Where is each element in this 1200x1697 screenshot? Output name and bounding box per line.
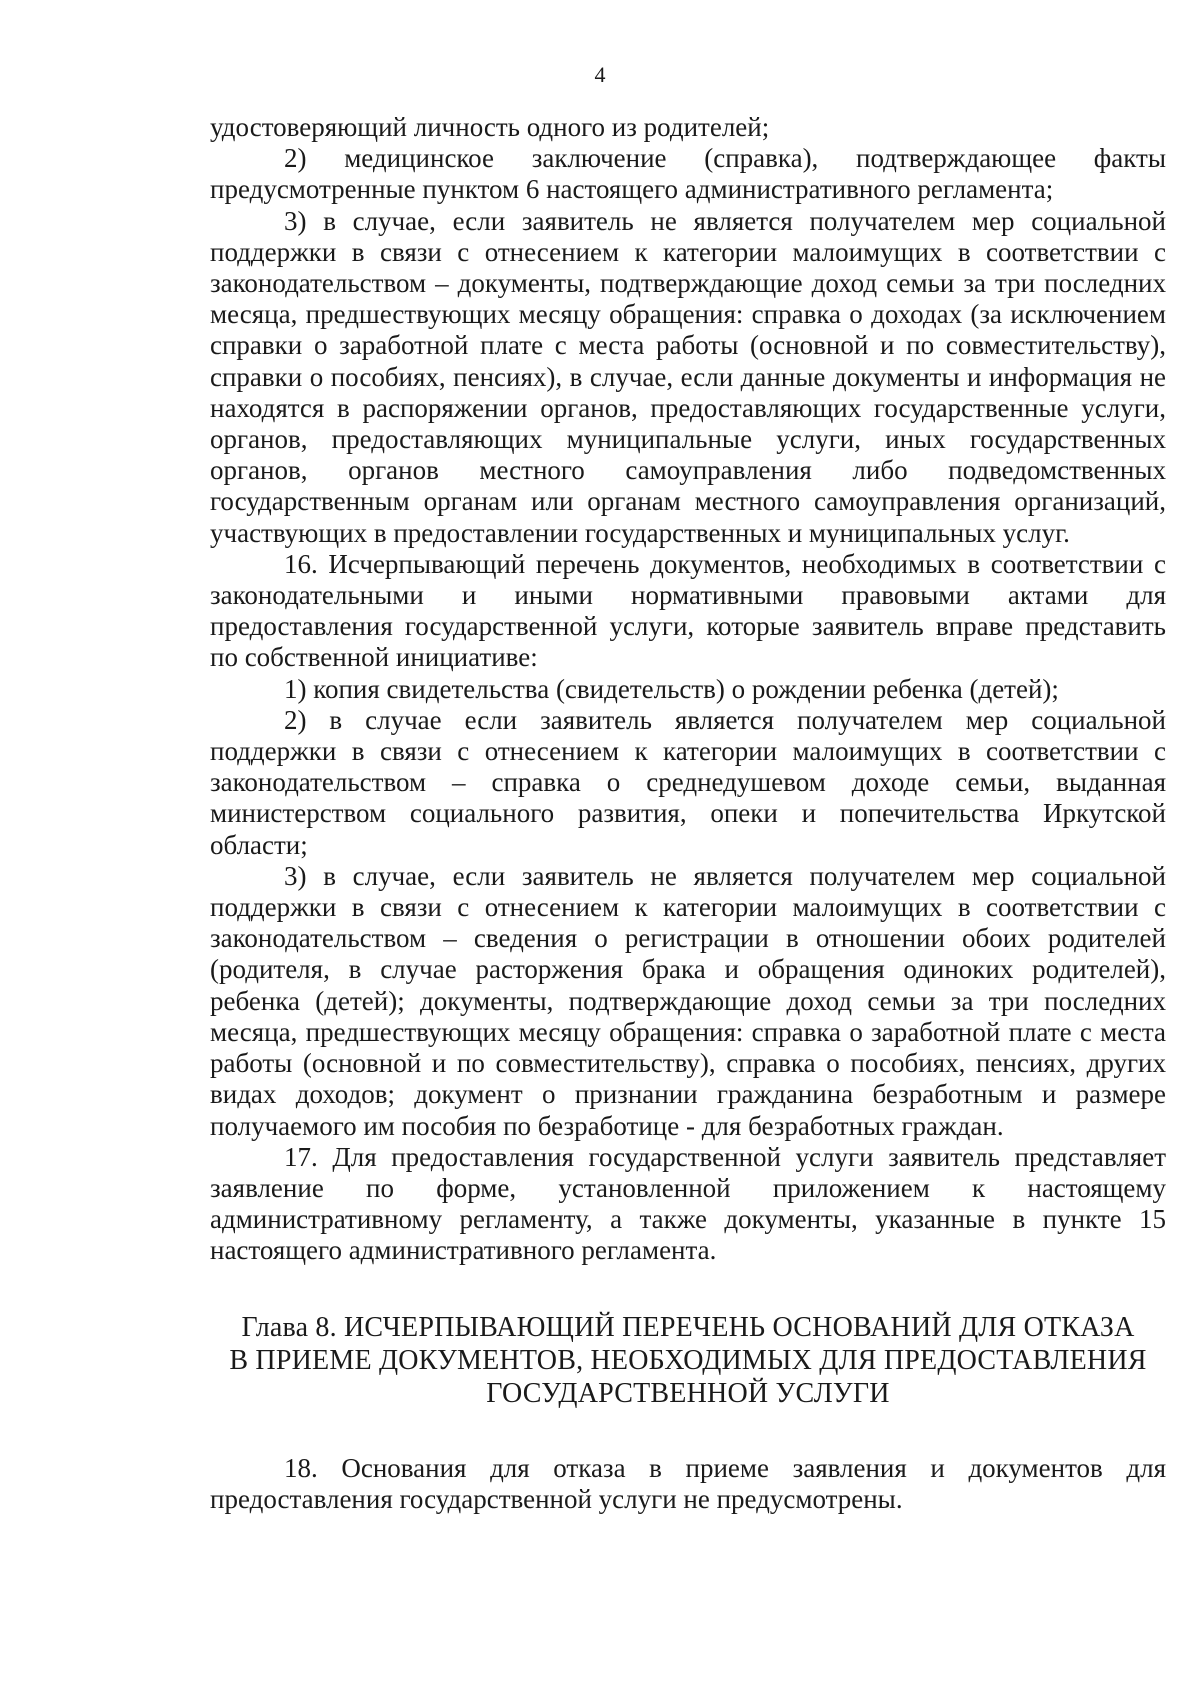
- chapter-heading-line-3: ГОСУДАРСТВЕННОЙ УСЛУГИ: [486, 1377, 890, 1409]
- paragraph-17: 17. Для предоставления государственной услуги заявитель представляет заявление по форме, установленной приложением к настоящему административному регламенту, а также документы, указанные в пункте 15 настоящего административного регламента.: [210, 1141, 1166, 1266]
- chapter-heading-line-2: В ПРИЕМЕ ДОКУМЕНТОВ, НЕОБХОДИМЫХ ДЛЯ ПРЕДОСТАВЛЕНИЯ: [229, 1344, 1147, 1376]
- paragraph-item-2-medical: 2) медицинское заключение (справка), подтверждающее факты предусмотренные пунктом 6 настоящего административного регламента;: [210, 143, 1166, 205]
- document-body: [210, 112, 1166, 1515]
- paragraph-16-item-3: 3) в случае, если заявитель не является получателем мер социальной поддержки в связи с отнесением к категории малоимущих в соответствии с законодательством – сведения о регистрации в отношении обоих родителей (родителя, в случае расторжения брака и обращения одиноких родителей), ребенка (детей); документы, подтверждающие доход семьи за три последних месяца, предшествующих месяцу обращения: справка о заработной плате с места работы (основной и по совместительству), справка о пособиях, пенсиях, других видах доходов; документ о признании гражданина безработным и размере получаемого им пособия по безработице - для безработных граждан.: [210, 860, 1166, 1141]
- page-number: 4: [594, 62, 606, 87]
- paragraph-16: 16. Исчерпывающий перечень документов, необходимых в соответствии с законодательными и иными нормативными правовыми актами для предоставления государственной услуги, которые заявитель вправе представить по собственной инициативе:: [210, 548, 1166, 673]
- paragraph-18: 18. Основания для отказа в приеме заявления и документов для предоставления государственной услуги не предусмотрены.: [210, 1452, 1166, 1514]
- paragraph-16-item-2: 2) в случае если заявитель является получателем мер социальной поддержки в связи с отнесением к категории малоимущих в соответствии с законодательством – справка о среднедушевом доходе семьи, выданная министерством социального развития, опеки и попечительства Иркутской области;: [210, 704, 1166, 860]
- chapter-heading: [210, 1311, 1166, 1410]
- paragraph-16-item-1: 1) копия свидетельства (свидетельств) о рождении ребенка (детей);: [284, 673, 1059, 704]
- paragraph-continuation: удостоверяющий личность одного из родителей;: [210, 112, 770, 142]
- chapter-heading-line-1: Глава 8. ИСЧЕРПЫВАЮЩИЙ ПЕРЕЧЕНЬ ОСНОВАНИЙ ДЛЯ ОТКАЗА: [241, 1311, 1135, 1343]
- paragraph-item-3-income: 3) в случае, если заявитель не является получателем мер социальной поддержки в связи с отнесением к категории малоимущих в соответствии с законодательством – документы, подтверждающие доход семьи за три последних месяца, предшествующих месяцу обращения: справка о доходах (за исключением справки о заработной плате с места работы (основной и по совместительству), справки о пособиях, пенсиях), в случае, если данные документы и информация не находятся в распоряжении органов, предоставляющих государственные услуги, органов, предоставляющих муниципальные услуги, иных государственных органов, органов местного самоуправления либо подведомственных государственным органам или органам местного самоуправления организаций, участвующих в предоставлении государственных и муниципальных услуг.: [210, 205, 1166, 548]
